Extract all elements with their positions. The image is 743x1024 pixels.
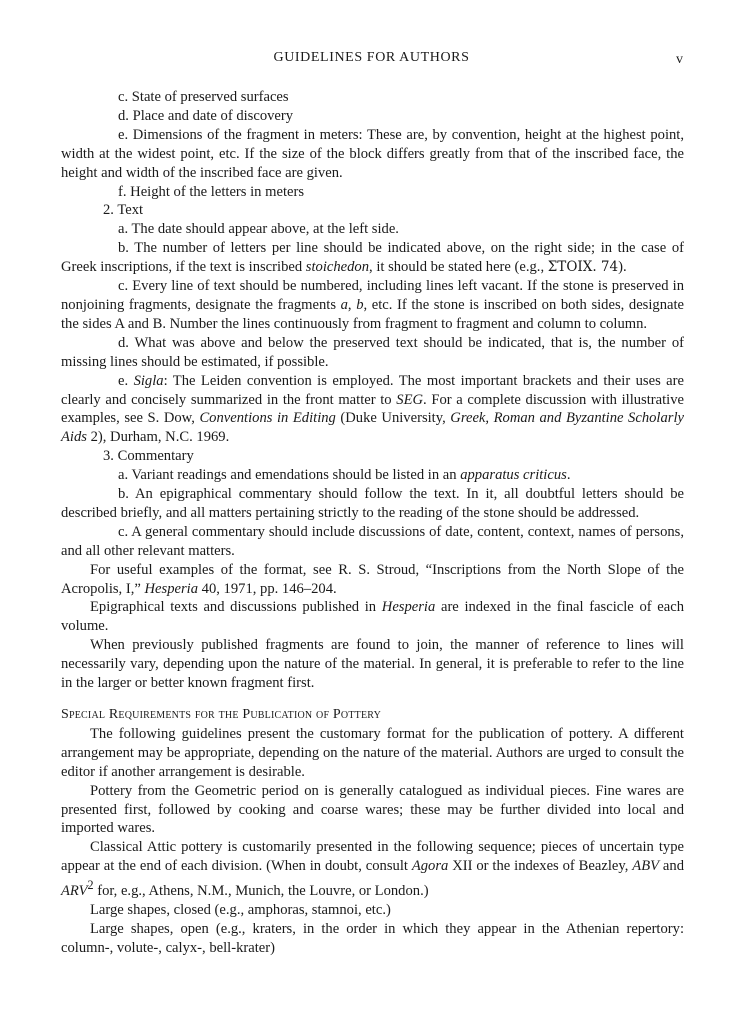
text-run: For useful examples of the format, see R. S. Stroud, “Inscriptions from the North Slope of the Acropolis, I,” (61, 561, 684, 597)
list-item (61, 239, 684, 277)
text-run: XII or the indexes of Beazley, (448, 858, 633, 875)
italic-term: b (356, 296, 364, 313)
italic-title: ARV (61, 883, 88, 900)
text-run: 2), Durham, N.C. 1969. (86, 429, 230, 446)
paragraph: The following guidelines present the customary format for the publication of pottery. A different arrangement may be appropriate, depending on the nature of the material. Authors are urged to consult the editor if another arrangement is desirable. (61, 725, 684, 780)
section-heading: Special Requirements for the Publication of Pottery (61, 707, 382, 722)
list-item: f. Height of the letters in meters (118, 183, 305, 200)
text-run: . (566, 467, 571, 484)
list-item: d. What was above and below the preserved text should be indicated, that is, the number of missing lines should be estimated, if possible. (61, 334, 684, 370)
italic-title: Conventions in Editing (199, 410, 336, 427)
text-run: e. (118, 372, 134, 389)
body-text (61, 88, 684, 958)
page-number: v (676, 52, 683, 67)
list-item: a. The date should appear above, at the left side. (118, 221, 399, 238)
section-item: 3. Commentary (103, 448, 194, 465)
list-item (61, 466, 684, 485)
list-item: c. State of preserved surfaces (118, 89, 289, 105)
italic-title: Hesperia (144, 580, 199, 597)
list-item: d. Place and date of discovery (118, 107, 294, 124)
text-run: , (347, 296, 357, 313)
paragraph: Large shapes, open (e.g., kraters, in the order in which they appear in the Athenian repertory: column-, volute-, calyx-, bell-krater) (61, 920, 684, 956)
italic-term: a (340, 296, 348, 313)
text-run: ). (618, 259, 627, 276)
italic-title: Agora (411, 858, 449, 875)
text-run: , etc. If the stone is inscribed on both sides, designate the sides A and B. Number the lines continuously from fragment to fragment and column to column. (61, 296, 685, 332)
text-run: , it should be stated here (e.g., (369, 259, 548, 276)
section-item: 2. Text (103, 202, 144, 219)
text-run: (Duke University, (335, 410, 451, 427)
superscript: 2 (87, 878, 94, 893)
list-item: e. Dimensions of the fragment in meters: These are, by convention, height at the highest point, width at the widest point, etc. If the size of the block differs greatly from that of the inscribed face, the height and width of the inscribed face are given. (61, 126, 684, 181)
italic-title: SEG (396, 391, 424, 408)
text-run: Epigraphical texts and discussions published in (90, 599, 382, 616)
paragraph: When previously published fragments are found to join, the manner of reference to lines will necessarily vary, depending upon the nature of the material. In general, it is preferable to refer to the line in the larger or better known fragment first. (61, 637, 684, 692)
list-item: b. An epigraphical commentary should follow the text. In it, all doubtful letters should be described briefly, and all matters pertaining strictly to the reading of the stone should be addressed. (61, 486, 684, 521)
text-run: : The Leiden convention is employed. The most important brackets and their uses are clearly and concisely summarized in the front matter to (61, 372, 684, 408)
italic-title: Greek, Roman and Byzantine Scholarly Aids (61, 410, 684, 446)
list-item (61, 277, 684, 334)
italic-title: Hesperia (381, 599, 436, 616)
text-run: are indexed in the final fascicle of each volume. (61, 599, 684, 635)
greek-text: ΣΤΟΙΧ. 74 (547, 259, 619, 276)
paragraph: Pottery from the Geometric period on is generally catalogued as individual pieces. Fine wares are presented first, followed by cooking and coarse wares; these may be further divided into local and imported wares. (61, 782, 684, 837)
running-head: GUIDELINES FOR AUTHORS (273, 50, 470, 65)
text-run: Classical Attic pottery is customarily presented in the following sequence; pieces of uncertain type appear at the end of each division. (When in doubt, consult (61, 839, 684, 875)
paragraph: Large shapes, closed (e.g., amphoras, stamnoi, etc.) (90, 901, 391, 918)
text-run: a. Variant readings and emendations should be listed in an (118, 467, 461, 484)
italic-term: Sigla (133, 372, 164, 389)
italic-title: ABV (632, 858, 660, 875)
paragraph (61, 598, 684, 636)
text-run: 40, 1971, pp. 146–204. (198, 580, 337, 597)
text-run: . For a complete discussion with illustrative examples, see S. Dow, (61, 391, 685, 427)
text-run: c. Every line of text should be numbered, including lines left vacant. If the stone is preserved in nonjoining fragments, designate the fragments (61, 278, 684, 313)
list-item: c. A general commentary should include discussions of date, content, context, names of persons, and all other relevant matters. (61, 523, 684, 559)
paragraph (61, 838, 684, 901)
paragraph (61, 561, 684, 599)
text-run: b. The number of letters per line should be indicated above, on the right side; in the case of Greek inscriptions, if the text is inscribed (61, 240, 684, 276)
italic-term: stoichedon (305, 259, 370, 276)
list-item (61, 372, 684, 448)
text-run: for, e.g., Athens, N.M., Munich, the Louvre, or London.) (93, 883, 429, 900)
italic-term: apparatus criticus (460, 467, 567, 484)
text-run: and (659, 858, 684, 875)
